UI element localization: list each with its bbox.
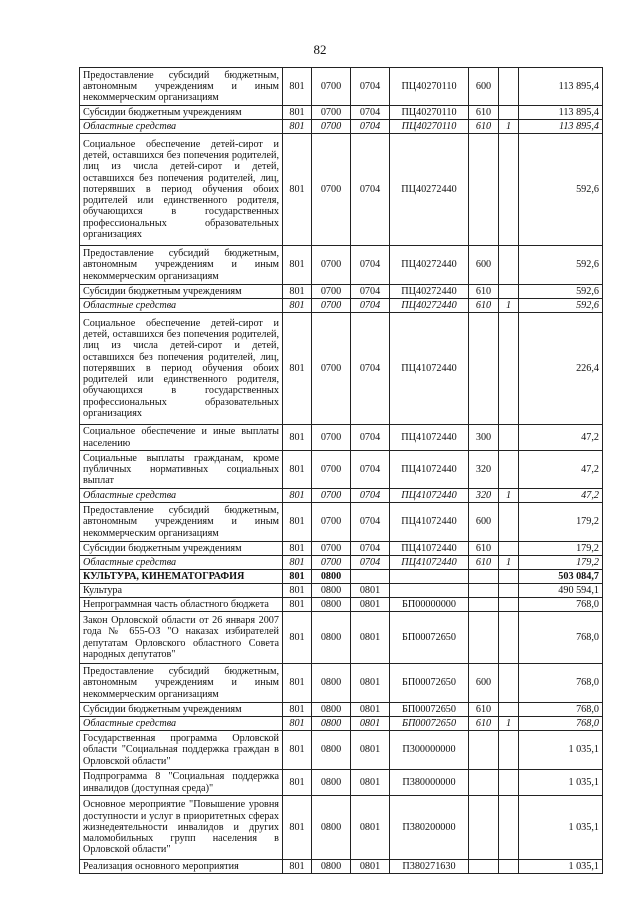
row-glava: 801: [283, 489, 312, 503]
row-vr: [469, 770, 499, 796]
row-csr: БП00000000: [390, 598, 469, 612]
row-vr: 600: [469, 246, 499, 285]
row-glava: 801: [283, 68, 312, 106]
row-sum: 47,2: [519, 489, 603, 503]
row-podrazdel: 0704: [351, 299, 390, 313]
row-vr: 610: [469, 542, 499, 556]
row-glava: 801: [283, 556, 312, 570]
row-sum: 768,0: [519, 612, 603, 664]
table-row: [80, 425, 603, 451]
row-name: Основное мероприятие "Повышение уровня доступности и услуг в приоритетных сферах жизнедеятельности инвалидов и других маломобильных групп населения в Орловской области": [80, 796, 283, 860]
row-glava: 801: [283, 106, 312, 120]
page-number: 82: [313, 42, 327, 57]
row-sum: 1 035,1: [519, 796, 603, 860]
table-row: [80, 612, 603, 664]
row-razdel: 0800: [312, 664, 351, 703]
row-razdel: 0800: [312, 570, 351, 584]
row-glava: 801: [283, 299, 312, 313]
table-row: [80, 489, 603, 503]
row-name: Областные средства: [80, 299, 283, 313]
table-row: [80, 664, 603, 703]
table-row: [80, 556, 603, 570]
row-sum: 113 895,4: [519, 106, 603, 120]
row-source: [499, 584, 519, 598]
row-razdel: 0700: [312, 134, 351, 246]
row-csr: БП00072650: [390, 612, 469, 664]
row-source: [499, 134, 519, 246]
row-name: Социальное обеспечение детей-сирот и детей, оставшихся без попечения родителей, лиц из числа детей-сирот и детей, оставшихся без попечения родителей, лиц, потерявших в период обучения обоих родителей или единственного родителя, обучающихся в государственных профессиональных образовательных организациях: [80, 134, 283, 246]
table-row: [80, 503, 603, 542]
row-glava: 801: [283, 246, 312, 285]
row-name: Субсидии бюджетным учреждениям: [80, 542, 283, 556]
row-csr: ПЦ41072440: [390, 425, 469, 451]
row-csr: ПЦ40270110: [390, 106, 469, 120]
row-csr: БП00072650: [390, 664, 469, 703]
row-razdel: 0700: [312, 313, 351, 425]
row-podrazdel: 0704: [351, 556, 390, 570]
row-source: [499, 570, 519, 584]
row-vr: [469, 731, 499, 770]
row-csr: ПЦ40272440: [390, 299, 469, 313]
row-csr: П380200000: [390, 796, 469, 860]
table-row: [80, 313, 603, 425]
row-sum: 113 895,4: [519, 120, 603, 134]
row-source: [499, 68, 519, 106]
row-vr: [469, 796, 499, 860]
table-row: [80, 299, 603, 313]
row-podrazdel: 0704: [351, 489, 390, 503]
row-glava: 801: [283, 717, 312, 731]
row-vr: [469, 598, 499, 612]
row-csr: [390, 570, 469, 584]
row-razdel: 0800: [312, 731, 351, 770]
row-razdel: 0700: [312, 120, 351, 134]
row-sum: 503 084,7: [519, 570, 603, 584]
row-podrazdel: 0704: [351, 503, 390, 542]
row-csr: БП00072650: [390, 703, 469, 717]
row-razdel: 0800: [312, 860, 351, 874]
row-name: Субсидии бюджетным учреждениям: [80, 703, 283, 717]
row-podrazdel: 0801: [351, 584, 390, 598]
row-vr: 600: [469, 68, 499, 106]
row-razdel: 0700: [312, 425, 351, 451]
row-glava: 801: [283, 796, 312, 860]
row-sum: 179,2: [519, 503, 603, 542]
row-podrazdel: 0704: [351, 285, 390, 299]
row-name: Социальное обеспечение и иные выплаты населению: [80, 425, 283, 451]
row-vr: [469, 612, 499, 664]
row-glava: 801: [283, 664, 312, 703]
row-vr: 610: [469, 556, 499, 570]
row-podrazdel: 0801: [351, 860, 390, 874]
row-sum: 1 035,1: [519, 731, 603, 770]
row-sum: 592,6: [519, 246, 603, 285]
row-sum: 592,6: [519, 299, 603, 313]
row-glava: 801: [283, 425, 312, 451]
row-glava: 801: [283, 598, 312, 612]
row-glava: 801: [283, 542, 312, 556]
row-source: [499, 285, 519, 299]
row-vr: 610: [469, 703, 499, 717]
row-name: Областные средства: [80, 556, 283, 570]
row-razdel: 0700: [312, 68, 351, 106]
row-csr: ПЦ40270110: [390, 120, 469, 134]
row-name: Областные средства: [80, 717, 283, 731]
row-podrazdel: 0801: [351, 717, 390, 731]
row-sum: 490 594,1: [519, 584, 603, 598]
row-name: Государственная программа Орловской области "Социальная поддержка граждан в Орловской области": [80, 731, 283, 770]
row-csr: ПЦ41072440: [390, 503, 469, 542]
row-source: [499, 860, 519, 874]
budget-table-body: [80, 68, 603, 874]
table-row: [80, 796, 603, 860]
row-vr: 610: [469, 120, 499, 134]
row-razdel: 0800: [312, 796, 351, 860]
row-csr: [390, 584, 469, 598]
row-source: 1: [499, 717, 519, 731]
row-glava: 801: [283, 313, 312, 425]
row-csr: ПЦ40270110: [390, 68, 469, 106]
row-csr: ПЦ40272440: [390, 134, 469, 246]
row-vr: [469, 134, 499, 246]
table-row: [80, 770, 603, 796]
row-source: [499, 796, 519, 860]
row-source: [499, 770, 519, 796]
row-sum: 592,6: [519, 285, 603, 299]
row-source: [499, 313, 519, 425]
row-glava: 801: [283, 731, 312, 770]
row-podrazdel: 0801: [351, 598, 390, 612]
row-source: [499, 664, 519, 703]
row-glava: 801: [283, 120, 312, 134]
row-razdel: 0700: [312, 556, 351, 570]
row-razdel: 0700: [312, 542, 351, 556]
row-sum: 1 035,1: [519, 860, 603, 874]
table-row: [80, 120, 603, 134]
table-row: [80, 134, 603, 246]
row-name: Социальное обеспечение детей-сирот и детей, оставшихся без попечения родителей, лиц из числа детей-сирот и детей, оставшихся без попечения родителей, лиц, потерявших в период обучения обоих родителей или единственного родителя, обучающихся в государственных профессиональных образовательных организациях: [80, 313, 283, 425]
row-razdel: 0800: [312, 770, 351, 796]
budget-table: [79, 67, 603, 874]
row-vr: 610: [469, 106, 499, 120]
row-source: 1: [499, 120, 519, 134]
row-vr: 610: [469, 285, 499, 299]
row-glava: 801: [283, 503, 312, 542]
row-sum: 179,2: [519, 542, 603, 556]
row-vr: 610: [469, 299, 499, 313]
row-vr: 600: [469, 664, 499, 703]
row-podrazdel: 0801: [351, 770, 390, 796]
table-row: [80, 106, 603, 120]
row-razdel: 0800: [312, 703, 351, 717]
row-glava: 801: [283, 570, 312, 584]
row-source: [499, 451, 519, 489]
row-csr: П300000000: [390, 731, 469, 770]
row-source: [499, 106, 519, 120]
row-name: Предоставление субсидий бюджетным, автономным учреждениям и иным некоммерческим организациям: [80, 503, 283, 542]
row-source: [499, 503, 519, 542]
row-csr: П380000000: [390, 770, 469, 796]
row-csr: ПЦ41072440: [390, 313, 469, 425]
row-podrazdel: 0704: [351, 120, 390, 134]
row-source: [499, 542, 519, 556]
table-row: [80, 246, 603, 285]
row-glava: 801: [283, 451, 312, 489]
row-csr: ПЦ41072440: [390, 489, 469, 503]
row-source: [499, 612, 519, 664]
row-sum: 113 895,4: [519, 68, 603, 106]
table-row: [80, 860, 603, 874]
row-podrazdel: 0704: [351, 134, 390, 246]
row-name: Культура: [80, 584, 283, 598]
table-row: [80, 598, 603, 612]
row-razdel: 0800: [312, 584, 351, 598]
row-name: Закон Орловской области от 26 января 2007 года № 655-ОЗ "О наказах избирателей депутатам Орловского областного Совета народных депутатов": [80, 612, 283, 664]
table-row: [80, 731, 603, 770]
row-source: [499, 731, 519, 770]
row-vr: 320: [469, 451, 499, 489]
row-csr: ПЦ41072440: [390, 542, 469, 556]
row-sum: 47,2: [519, 425, 603, 451]
row-podrazdel: 0801: [351, 612, 390, 664]
row-name: Предоставление субсидий бюджетным, автономным учреждениям и иным некоммерческим организациям: [80, 68, 283, 106]
row-razdel: 0700: [312, 106, 351, 120]
row-razdel: 0800: [312, 612, 351, 664]
row-sum: 1 035,1: [519, 770, 603, 796]
row-sum: 179,2: [519, 556, 603, 570]
row-razdel: 0700: [312, 246, 351, 285]
row-podrazdel: 0801: [351, 731, 390, 770]
row-vr: [469, 313, 499, 425]
row-sum: 768,0: [519, 703, 603, 717]
row-podrazdel: 0704: [351, 451, 390, 489]
row-glava: 801: [283, 584, 312, 598]
row-razdel: 0700: [312, 285, 351, 299]
row-podrazdel: 0704: [351, 425, 390, 451]
row-vr: 610: [469, 717, 499, 731]
row-sum: 768,0: [519, 664, 603, 703]
row-name: Областные средства: [80, 120, 283, 134]
row-glava: 801: [283, 612, 312, 664]
row-vr: [469, 860, 499, 874]
row-razdel: 0700: [312, 299, 351, 313]
row-glava: 801: [283, 703, 312, 717]
row-source: [499, 246, 519, 285]
row-vr: 320: [469, 489, 499, 503]
row-name: Подпрограмма 8 "Социальная поддержка инвалидов (доступная среда)": [80, 770, 283, 796]
row-csr: П380271630: [390, 860, 469, 874]
row-podrazdel: 0704: [351, 313, 390, 425]
row-razdel: 0800: [312, 717, 351, 731]
row-glava: 801: [283, 285, 312, 299]
table-row: [80, 717, 603, 731]
row-podrazdel: 0704: [351, 68, 390, 106]
row-name: Реализация основного мероприятия: [80, 860, 283, 874]
row-csr: ПЦ40272440: [390, 285, 469, 299]
row-name: Предоставление субсидий бюджетным, автономным учреждениям и иным некоммерческим организациям: [80, 246, 283, 285]
row-csr: ПЦ41072440: [390, 451, 469, 489]
row-name: Субсидии бюджетным учреждениям: [80, 106, 283, 120]
row-podrazdel: 0801: [351, 703, 390, 717]
row-source: 1: [499, 299, 519, 313]
row-glava: 801: [283, 134, 312, 246]
row-sum: 226,4: [519, 313, 603, 425]
row-name: Предоставление субсидий бюджетным, автономным учреждениям и иным некоммерческим организациям: [80, 664, 283, 703]
row-razdel: 0700: [312, 489, 351, 503]
table-row: [80, 285, 603, 299]
row-glava: 801: [283, 860, 312, 874]
table-row: [80, 68, 603, 106]
row-glava: 801: [283, 770, 312, 796]
row-sum: 47,2: [519, 451, 603, 489]
row-podrazdel: 0704: [351, 106, 390, 120]
row-podrazdel: 0704: [351, 246, 390, 285]
table-row: [80, 584, 603, 598]
row-source: [499, 703, 519, 717]
row-name: Областные средства: [80, 489, 283, 503]
table-row: [80, 542, 603, 556]
row-sum: 768,0: [519, 598, 603, 612]
row-source: 1: [499, 556, 519, 570]
row-source: [499, 598, 519, 612]
row-vr: 600: [469, 503, 499, 542]
row-vr: [469, 570, 499, 584]
table-row: [80, 703, 603, 717]
row-podrazdel: 0801: [351, 664, 390, 703]
row-razdel: 0700: [312, 451, 351, 489]
row-sum: 768,0: [519, 717, 603, 731]
table-row: [80, 451, 603, 489]
row-vr: [469, 584, 499, 598]
row-source: 1: [499, 489, 519, 503]
row-razdel: 0700: [312, 503, 351, 542]
row-source: [499, 425, 519, 451]
row-csr: ПЦ40272440: [390, 246, 469, 285]
table-row: [80, 570, 603, 584]
row-sum: 592,6: [519, 134, 603, 246]
row-podrazdel: [351, 570, 390, 584]
row-csr: БП00072650: [390, 717, 469, 731]
row-podrazdel: 0704: [351, 542, 390, 556]
row-razdel: 0800: [312, 598, 351, 612]
row-name: Непрограммная часть областного бюджета: [80, 598, 283, 612]
row-name: Социальные выплаты гражданам, кроме публичных нормативных социальных выплат: [80, 451, 283, 489]
row-podrazdel: 0801: [351, 796, 390, 860]
row-csr: ПЦ41072440: [390, 556, 469, 570]
row-name: Субсидии бюджетным учреждениям: [80, 285, 283, 299]
row-name: КУЛЬТУРА, КИНЕМАТОГРАФИЯ: [80, 570, 283, 584]
row-vr: 300: [469, 425, 499, 451]
